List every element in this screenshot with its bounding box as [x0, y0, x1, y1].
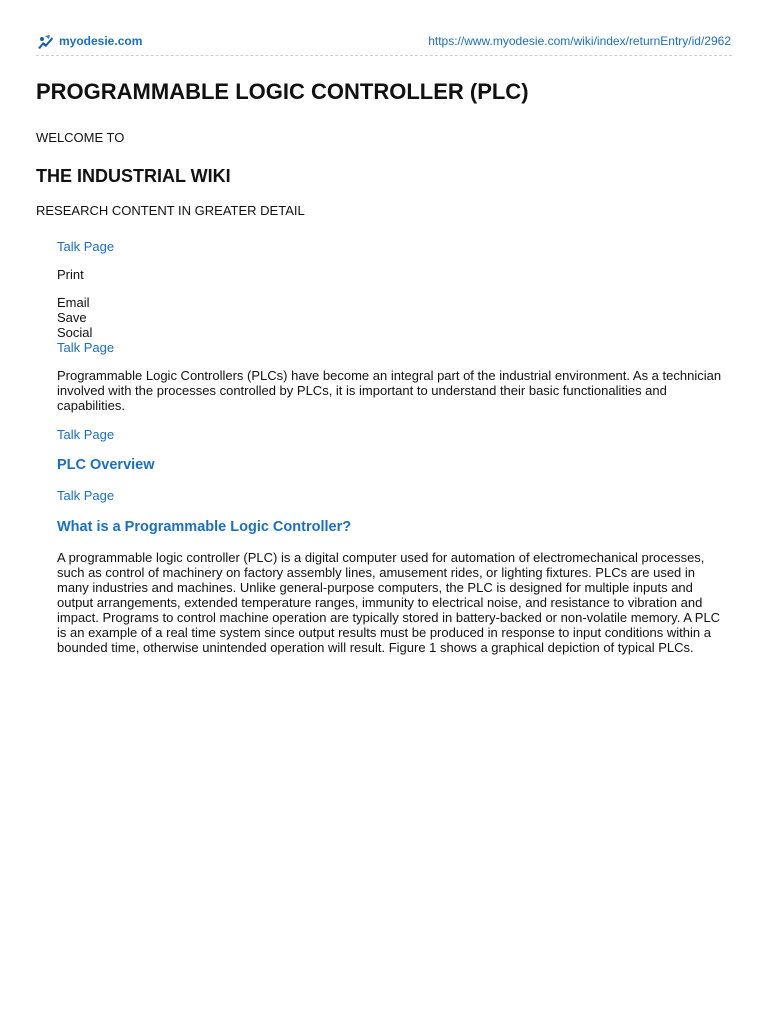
page-url-link[interactable]: https://www.myodesie.com/wiki/index/returnEntry/id/2962	[428, 34, 731, 48]
section-what-is-plc	[57, 518, 727, 536]
section-heading-plc-overview: PLC Overview	[57, 457, 155, 473]
page-title: PROGRAMMABLE LOGIC CONTROLLER (PLC)	[36, 79, 529, 104]
section2-body-wrap	[57, 550, 727, 655]
share-actions	[57, 295, 727, 355]
print-wrap	[57, 267, 727, 282]
talk-page-link[interactable]: Talk Page	[57, 340, 115, 355]
talk-page-link[interactable]: Talk Page	[57, 488, 115, 503]
tagline-text: RESEARCH CONTENT IN GREATER DETAIL	[36, 203, 305, 218]
print-action[interactable]: Print	[57, 267, 84, 282]
wiki-name-heading: THE INDUSTRIAL WIKI	[36, 166, 231, 186]
section-plc-overview	[57, 456, 727, 474]
welcome-text: WELCOME TO	[36, 130, 125, 145]
save-action[interactable]: Save	[57, 310, 87, 325]
social-action[interactable]: Social	[57, 325, 93, 340]
talk-page-link[interactable]: Talk Page	[57, 239, 115, 254]
talk-page-link-3-wrap	[57, 427, 727, 442]
myodesie-logo-icon[interactable]	[36, 33, 54, 51]
talk-page-link[interactable]: Talk Page	[57, 427, 115, 442]
header-divider	[36, 55, 732, 56]
talk-page-link-4-wrap	[57, 488, 727, 503]
section2-paragraph: A programmable logic controller (PLC) is a digital computer used for automation of electromechanical processes, such as control of machinery on factory assembly lines, amusement rides, or lighting fixtures. PLCs are used in many industries and machines. Unlike general-purpose computers, the PLC is designed for multiple inputs and output arrangements, extended temperature ranges, immunity to electrical noise, and resistance to vibration and impact. Programs to control machine operation are typically stored in battery-backed or non-volatile memory. A PLC is an example of a real time system since output results must be produced in response to input conditions within a bounded time, otherwise unintended operation will result. Figure 1 shows a graphical depiction of typical PLCs.	[57, 550, 721, 655]
intro-paragraph: Programmable Logic Controllers (PLCs) have become an integral part of the industrial environment. As a technician involved with the processes controlled by PLCs, it is important to understand their basic functionalities and capabilities.	[57, 368, 722, 413]
section-heading-what-is-plc: What is a Programmable Logic Controller?	[57, 519, 352, 535]
page-header	[36, 32, 732, 54]
talk-page-link-1-wrap	[57, 239, 727, 254]
site-name-link[interactable]: myodesie.com	[59, 34, 143, 48]
email-action[interactable]: Email	[57, 295, 90, 310]
intro-wrap	[57, 368, 727, 413]
